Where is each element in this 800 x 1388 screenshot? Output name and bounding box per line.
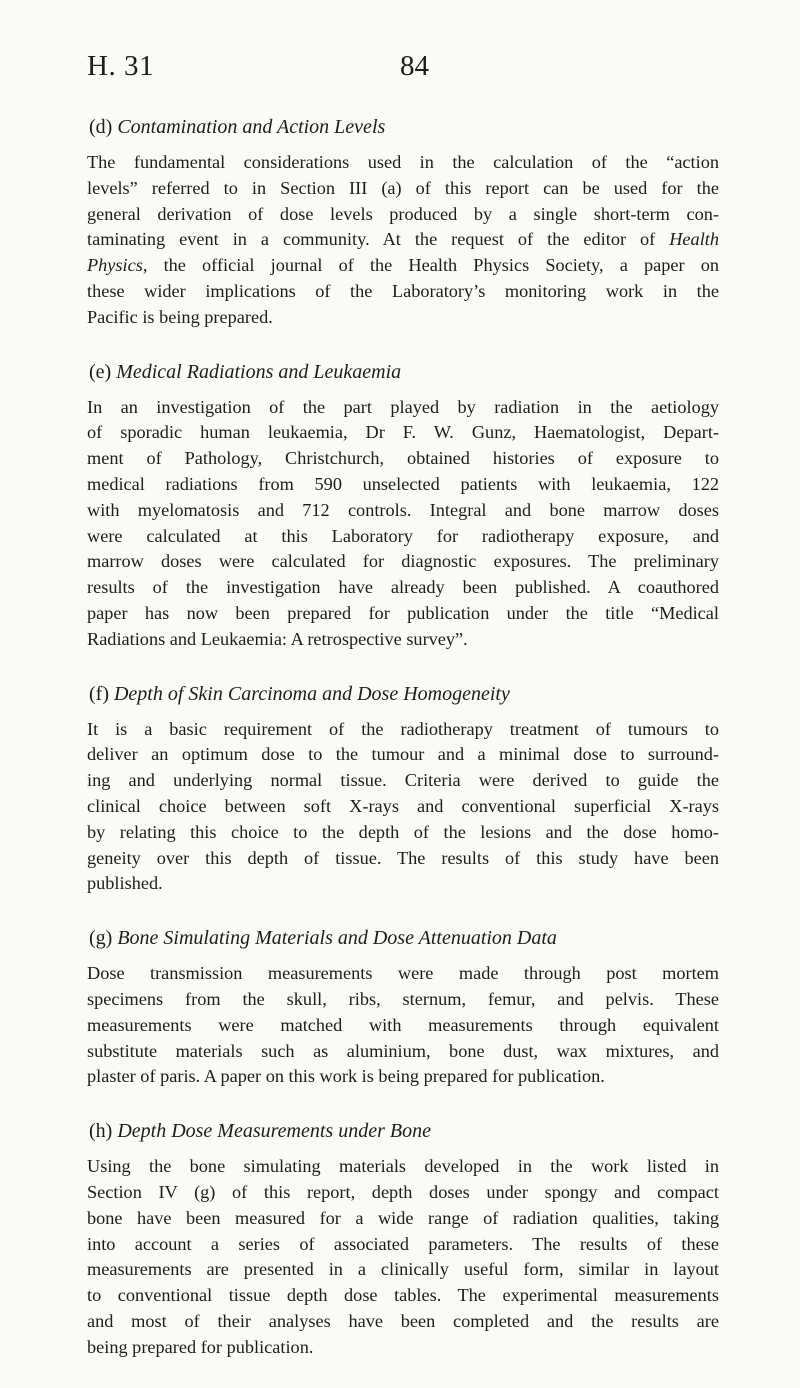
text-line: to conventional tissue depth dose tables. The experimental measurements — [87, 1285, 719, 1306]
text-line: were calculated at this Laboratory for radiotherapy exposure, and — [87, 525, 719, 546]
text-line: bone have been measured for a wide range of radiation qualities, taking — [87, 1207, 719, 1228]
section-paragraph — [87, 395, 719, 653]
text-line: The fundamental considerations used in the calculation of the “action — [87, 152, 719, 172]
text-line: clinical choice between soft X-rays and conventional superficial X-rays — [87, 795, 719, 816]
section-heading — [89, 681, 719, 707]
text-line: by relating this choice to the depth of the lesions and the dose homo- — [87, 821, 719, 842]
text-line: In an investigation of the part played by radiation in the aetiology — [87, 396, 719, 417]
section-heading — [89, 359, 719, 385]
text-line: with myelomatosis and 712 controls. Integral and bone marrow doses — [87, 499, 719, 520]
text-line: of sporadic human leukaemia, Dr F. W. Gunz, Haematologist, Depart- — [87, 422, 719, 443]
text-line: Radiations and Leukaemia: A retrospective survey”. — [87, 628, 468, 649]
text-line: being prepared for publication. — [87, 1336, 314, 1357]
text-line: Pacific is being prepared. — [87, 306, 273, 327]
text-line: medical radiations from 590 unselected patients with leukaemia, 122 — [87, 473, 719, 494]
text-line: levels” referred to in Section III (a) of this report can be used for the — [87, 177, 719, 198]
section — [87, 681, 719, 898]
text-line: these wider implications of the Laboratory’s monitoring work in the — [87, 280, 719, 301]
section-title: Depth of Skin Carcinoma and Dose Homogeneity — [113, 682, 510, 705]
report-number: H. 31 — [87, 50, 154, 82]
text-line: into account a series of associated parameters. The results of these — [87, 1233, 719, 1254]
text-line: deliver an optimum dose to the tumour and a minimal dose to surround- — [87, 744, 719, 765]
section-marker: (e) — [89, 360, 112, 383]
text-line: Section IV (g) of this report, depth doses under spongy and compact — [87, 1181, 719, 1202]
section-marker: (d) — [89, 116, 113, 138]
section-heading — [89, 925, 719, 951]
text-line: taminating event in a community. At the request of the editor of Health — [87, 229, 719, 250]
text-line: general derivation of dose levels produced by a single short-term con- — [87, 203, 719, 224]
section-marker: (h) — [89, 1120, 113, 1143]
text-line: plaster of paris. A paper on this work is being prepared for publication. — [87, 1066, 605, 1087]
text-line: geneity over this depth of tissue. The results of this study have been — [87, 847, 719, 868]
section-heading — [89, 1118, 719, 1144]
text-line: measurements were matched with measurements through equivalent — [87, 1014, 719, 1035]
text-line: ment of Pathology, Christchurch, obtained histories of exposure to — [87, 448, 719, 469]
section-title: Bone Simulating Materials and Dose Attenuation Data — [117, 927, 557, 950]
text-line: Physics, the official journal of the Health Physics Society, a paper on — [87, 255, 719, 276]
text-line: paper has now been prepared for publication under the title “Medical — [87, 602, 719, 623]
text-line: substitute materials such as aluminium, bone dust, wax mixtures, and — [87, 1040, 719, 1061]
section-paragraph — [87, 1154, 719, 1360]
section — [87, 1118, 719, 1360]
document-body — [87, 110, 719, 1388]
page-number: 84 — [400, 50, 429, 82]
section-marker: (f) — [89, 682, 109, 705]
section — [87, 925, 719, 1090]
text-line: marrow doses were calculated for diagnostic exposures. The preliminary — [87, 551, 719, 572]
section — [87, 359, 719, 653]
section-paragraph — [87, 961, 719, 1090]
section-heading — [89, 114, 719, 140]
text-line: It is a basic requirement of the radiotherapy treatment of tumours to — [87, 718, 719, 739]
section-title: Contamination and Action Levels — [117, 116, 386, 138]
section — [87, 114, 719, 331]
text-line: Using the bone simulating materials developed in the work listed in — [87, 1156, 719, 1177]
text-line: published. — [87, 873, 163, 894]
section-marker: (g) — [89, 927, 113, 950]
text-line: specimens from the skull, ribs, sternum, femur, and pelvis. These — [87, 988, 719, 1009]
section-paragraph — [87, 717, 719, 898]
text-line: results of the investigation have already been published. A coauthored — [87, 577, 719, 598]
section-title: Depth Dose Measurements under Bone — [117, 1120, 431, 1143]
text-line: Dose transmission measurements were made through post mortem — [87, 963, 719, 984]
text-line: and most of their analyses have been completed and the results are — [87, 1310, 719, 1331]
text-line: measurements are presented in a clinically useful form, similar in layout — [87, 1259, 719, 1280]
page-header — [87, 50, 710, 90]
text-line: ing and underlying normal tissue. Criteria were derived to guide the — [87, 770, 719, 791]
section-paragraph — [87, 150, 719, 331]
section-title: Medical Radiations and Leukaemia — [116, 360, 402, 383]
